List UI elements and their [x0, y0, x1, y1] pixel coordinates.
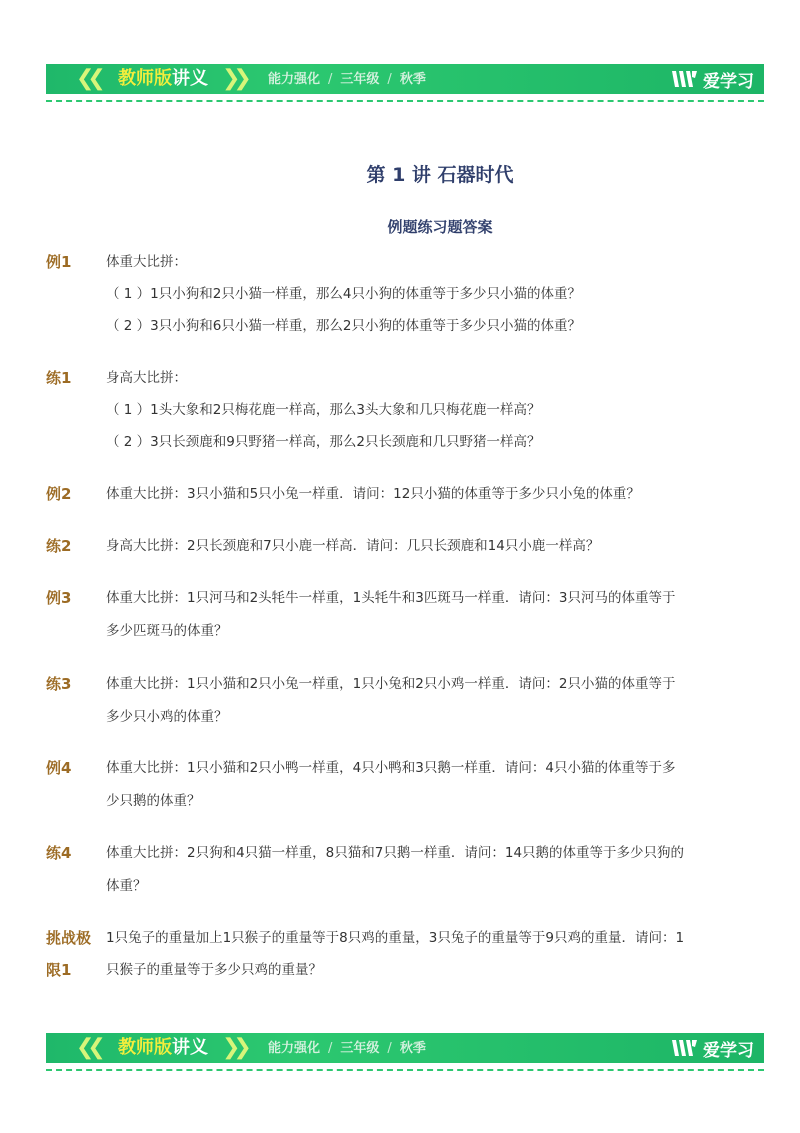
problem-line: 体重大比拼：1只小猫和2只小鸭一样重，4只小鸭和3只鹅一样重．请问：4只小猫的体重等于多 — [106, 760, 676, 776]
header-dashed-divider — [46, 100, 764, 102]
footer-banner — [46, 1033, 764, 1063]
logo-text: 爱学习 — [703, 71, 754, 92]
problem-line: 身高大比拼：2只长颈鹿和7只小鹿一样高．请问：几只长颈鹿和14只小鹿一样高？ — [106, 538, 600, 554]
problem-label: 例3 — [46, 589, 72, 607]
brand-part-1: 教师版 — [118, 68, 172, 89]
problem-label: 例2 — [46, 485, 72, 503]
challenge-label-line-1: 挑战极 — [46, 929, 92, 947]
crumb-1: 能力强化 — [268, 72, 321, 87]
crumb-3: 秋季 — [399, 72, 426, 87]
problem-line: 多少匹斑马的体重？ — [106, 623, 228, 639]
problem-line: 身高大比拼： — [106, 370, 187, 386]
problem-label: 练4 — [46, 844, 72, 862]
crumb-separator: / — [328, 1041, 333, 1056]
chevron-right-icon: ❯❯ — [222, 66, 245, 91]
header-banner — [46, 64, 764, 94]
problem-line: （ 2 ）3只长颈鹿和9只野猪一样高，那么2只长颈鹿和几只野猪一样高？ — [106, 434, 541, 450]
problem-line: 多少只小鸡的体重？ — [106, 709, 228, 725]
logo-mark-icon — [671, 68, 699, 90]
chevron-left-icon: ❮❮ — [76, 66, 99, 91]
problem-line: 体重大比拼：2只狗和4只猫一样重，8只猫和7只鹅一样重．请问：14只鹅的体重等于多少只狗的 — [106, 845, 685, 861]
problem-line: 少只鹅的体重？ — [106, 793, 201, 809]
footer-dashed-divider — [46, 1069, 764, 1071]
logo-text: 爱学习 — [703, 1040, 754, 1061]
problem-line: （ 1 ）1头大象和2只梅花鹿一样高，那么3头大象和几只梅花鹿一样高？ — [106, 402, 541, 418]
chevron-left-icon: ❮❮ — [76, 1035, 99, 1060]
problem-line: 体重大比拼：1只小猫和2只小兔一样重，1只小兔和2只小鸡一样重．请问：2只小猫的体重等于 — [106, 676, 676, 692]
problem-line: 体重大比拼： — [106, 254, 187, 270]
crumb-2: 三年级 — [340, 1041, 380, 1056]
problem-line: （ 1 ）1只小狗和2只小猫一样重，那么4只小狗的体重等于多少只小猫的体重？ — [106, 286, 581, 302]
crumb-separator: / — [328, 72, 333, 87]
header-brand — [118, 68, 208, 90]
brand-part-2: 讲义 — [172, 1037, 208, 1058]
problem-line: 1只兔子的重量加上1只猴子的重量等于8只鸡的重量，3只兔子的重量等于9只鸡的重量．请问：1 — [106, 930, 685, 946]
page-title: 第 1 讲 石器时代 — [366, 164, 514, 186]
brand-part-1: 教师版 — [118, 1037, 172, 1058]
problem-line: 体重？ — [106, 878, 147, 894]
problem-line: 只猴子的重量等于多少只鸡的重量？ — [106, 962, 322, 978]
footer-breadcrumb — [268, 1041, 426, 1056]
problem-label: 练1 — [46, 369, 72, 387]
problem-label: 例1 — [46, 253, 72, 271]
footer-brand — [118, 1037, 208, 1059]
page-subtitle: 例题练习题答案 — [387, 218, 493, 236]
header-logo — [671, 67, 754, 91]
crumb-1: 能力强化 — [268, 1041, 321, 1056]
challenge-label-line-2: 限1 — [46, 961, 72, 979]
crumb-2: 三年级 — [340, 72, 380, 87]
header-breadcrumb — [268, 72, 426, 87]
crumb-separator: / — [387, 72, 392, 87]
logo-mark-icon — [671, 1037, 699, 1059]
problem-line: 体重大比拼：1只河马和2头牦牛一样重，1头牦牛和3匹斑马一样重．请问：3只河马的体重等于 — [106, 590, 676, 606]
crumb-separator: / — [387, 1041, 392, 1056]
brand-part-2: 讲义 — [172, 68, 208, 89]
problem-line: 体重大比拼：3只小猫和5只小兔一样重．请问：12只小猫的体重等于多少只小兔的体重？ — [106, 486, 640, 502]
problem-label: 练3 — [46, 675, 72, 693]
problem-label: 练2 — [46, 537, 72, 555]
chevron-right-icon: ❯❯ — [222, 1035, 245, 1060]
crumb-3: 秋季 — [399, 1041, 426, 1056]
problem-line: （ 2 ）3只小狗和6只小猫一样重，那么2只小狗的体重等于多少只小猫的体重？ — [106, 318, 581, 334]
problem-label: 例4 — [46, 759, 72, 777]
footer-logo — [671, 1036, 754, 1060]
